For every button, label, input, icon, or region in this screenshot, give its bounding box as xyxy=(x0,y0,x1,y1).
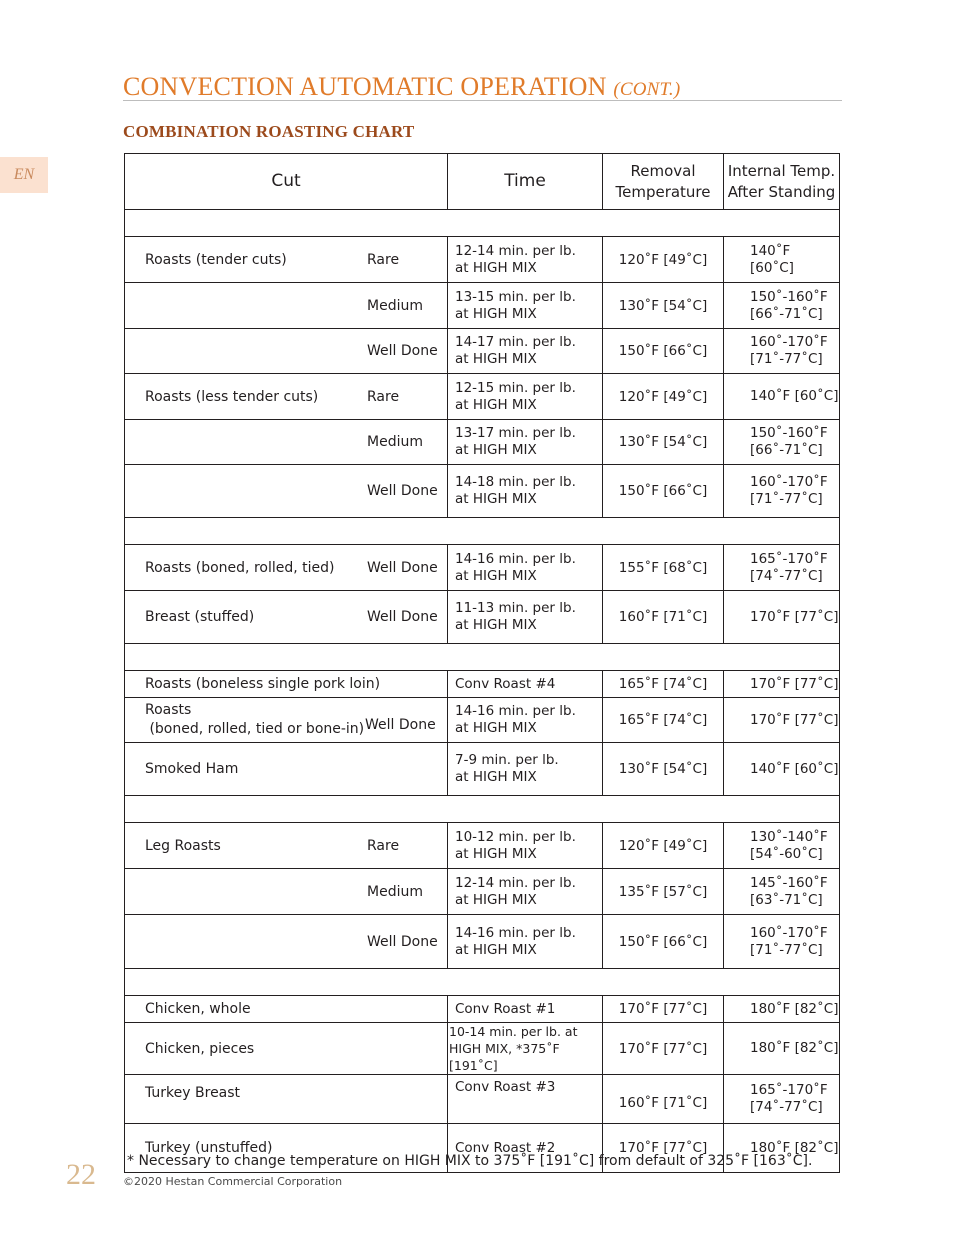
header-internal-temperature: Internal Temp. After Standing xyxy=(724,154,840,210)
time-cell xyxy=(448,915,603,969)
table-row xyxy=(125,1075,840,1124)
cut-name: Leg Roasts xyxy=(145,837,221,854)
removal-temp-cell: 150˚F [66˚C] xyxy=(603,465,724,518)
cell-line: 12-14 min. per lb. xyxy=(455,242,576,259)
cut-name: Breast (stuffed) xyxy=(145,609,255,625)
doneness-label: Well Done xyxy=(367,933,438,950)
internal-temp-cell xyxy=(724,743,840,796)
cell-line: [66˚-71˚C] xyxy=(750,442,823,458)
cell-line: Conv Roast #1 xyxy=(455,1000,556,1017)
internal-temp-cell xyxy=(724,237,840,283)
cut-cell xyxy=(125,465,448,518)
cell-line: 14-18 min. per lb. xyxy=(455,474,576,490)
cut-cell xyxy=(125,915,448,969)
doneness-label: Well Done xyxy=(367,609,438,625)
cell-line: at HIGH MIX xyxy=(455,720,537,736)
cell-line: at HIGH MIX xyxy=(455,351,537,367)
internal-temp-cell xyxy=(724,329,840,374)
cut-cell xyxy=(125,869,448,915)
cut-cell xyxy=(125,671,448,698)
footnote: * Necessary to change temperature on HIGH MIX to 375˚F [191˚C] from default of 325˚F [163˚C]. xyxy=(127,1153,813,1169)
internal-temp-cell xyxy=(724,915,840,969)
cell-line: [74˚-77˚C] xyxy=(750,567,823,584)
internal-temp-cell xyxy=(724,869,840,915)
cut-cell xyxy=(125,823,448,869)
table-row xyxy=(125,915,840,969)
cut-name: Roasts (less tender cuts) xyxy=(145,388,319,405)
time-cell xyxy=(448,869,603,915)
cut-name-line: Roasts xyxy=(145,702,192,718)
removal-temp-cell: 160˚F [71˚C] xyxy=(603,1075,724,1124)
cut-name-line: (boned, rolled, tied or bone-in) xyxy=(145,721,365,737)
table-row xyxy=(125,996,840,1023)
table-row xyxy=(125,743,840,796)
removal-temp-cell: 130˚F [54˚C] xyxy=(603,743,724,796)
time-cell xyxy=(448,671,603,698)
cell-line: 140˚F [60˚C] xyxy=(750,760,839,777)
cell-line: 10-14 min. per lb. at xyxy=(449,1024,578,1039)
time-cell xyxy=(448,743,603,796)
cut-cell xyxy=(125,329,448,374)
internal-temp-cell xyxy=(724,698,840,743)
internal-temp-cell xyxy=(724,1023,840,1075)
doneness-label: Well Done xyxy=(365,717,436,734)
cut-cell xyxy=(125,545,448,591)
cell-line: 165˚-170˚F xyxy=(750,550,828,567)
removal-temp-cell: 120˚F [49˚C] xyxy=(603,374,724,420)
cell-line: [63˚-71˚C] xyxy=(750,891,823,908)
cut-name: Chicken, pieces xyxy=(145,1040,255,1057)
doneness-label: Medium xyxy=(367,883,423,900)
cut-cell xyxy=(125,420,448,465)
language-tab[interactable]: EN xyxy=(0,157,48,193)
table-row xyxy=(125,1023,840,1075)
cell-line: 180˚F [82˚C] xyxy=(750,1000,839,1017)
time-cell xyxy=(448,374,603,420)
cell-line: 140˚F xyxy=(750,242,791,259)
cell-line: at HIGH MIX xyxy=(455,769,537,785)
cut-name: Roasts (boned, rolled, tied) xyxy=(145,559,335,576)
removal-temp-cell: 130˚F [54˚C] xyxy=(603,283,724,329)
internal-temp-cell xyxy=(724,283,840,329)
cut-cell xyxy=(125,237,448,283)
cell-line: Conv Roast #3 xyxy=(455,1079,556,1095)
cut-cell xyxy=(125,1075,448,1124)
table-body xyxy=(125,210,840,1173)
table-row xyxy=(125,545,840,591)
table-row xyxy=(125,374,840,420)
cell-line: 145˚-160˚F xyxy=(750,874,828,891)
time-cell xyxy=(448,237,603,283)
cut-cell xyxy=(125,743,448,796)
internal-temp-cell xyxy=(724,591,840,644)
cell-line: [54˚-60˚C] xyxy=(750,845,823,862)
removal-temp-cell: 130˚F [54˚C] xyxy=(603,420,724,465)
section-separator-row xyxy=(125,969,840,996)
cell-line: 140˚F [60˚C] xyxy=(750,388,839,404)
cell-line: at HIGH MIX xyxy=(455,259,537,276)
removal-temp-cell: 135˚F [57˚C] xyxy=(603,869,724,915)
table-row xyxy=(125,671,840,698)
cut-cell xyxy=(125,698,448,743)
cell-line: 170˚F [77˚C] xyxy=(750,675,839,692)
header-time: Time xyxy=(448,154,603,210)
cell-line: 180˚F [82˚C] xyxy=(750,1139,839,1156)
removal-temp-cell: 165˚F [74˚C] xyxy=(603,671,724,698)
cut-cell xyxy=(125,374,448,420)
cell-line: at HIGH MIX xyxy=(455,442,537,458)
page-number: 22 xyxy=(66,1158,96,1191)
time-cell xyxy=(448,1075,603,1124)
section-separator-cell xyxy=(125,969,840,996)
internal-temp-cell xyxy=(724,671,840,698)
section-separator-row xyxy=(125,518,840,545)
cut-cell xyxy=(125,1023,448,1075)
cut-name xyxy=(145,701,364,739)
cell-line: 11-13 min. per lb. xyxy=(455,600,576,616)
cell-line: at HIGH MIX xyxy=(455,396,537,413)
cell-line: 12-15 min. per lb. xyxy=(455,379,576,396)
internal-temp-cell xyxy=(724,823,840,869)
section-separator-cell xyxy=(125,796,840,823)
cell-line: 160˚-170˚F xyxy=(750,474,828,490)
cut-cell xyxy=(125,283,448,329)
table-row xyxy=(125,823,840,869)
removal-temp-cell: 165˚F [74˚C] xyxy=(603,698,724,743)
section-separator-row xyxy=(125,644,840,671)
cut-name: Chicken, whole xyxy=(145,1001,251,1017)
title-text: CONVECTION AUTOMATIC OPERATION xyxy=(123,72,607,101)
doneness-label: Medium xyxy=(367,297,423,314)
doneness-label: Well Done xyxy=(367,559,438,576)
cell-line: 165˚-170˚F xyxy=(750,1082,828,1098)
doneness-label: Rare xyxy=(367,388,400,405)
cut-name: Roasts (boneless single pork loin) xyxy=(145,676,381,692)
cell-line: [71˚-77˚C] xyxy=(750,941,823,958)
cell-line: 170˚F [77˚C] xyxy=(750,608,839,625)
cell-line: [71˚-77˚C] xyxy=(750,351,823,367)
section-separator-cell xyxy=(125,210,840,237)
section-separator-row xyxy=(125,210,840,237)
cell-line: at HIGH MIX xyxy=(455,305,537,322)
roasting-chart-table xyxy=(124,153,840,1173)
cell-line: 170˚F [77˚C] xyxy=(750,711,839,728)
time-cell xyxy=(448,465,603,518)
doneness-label: Well Done xyxy=(367,343,438,359)
cell-line: 12-14 min. per lb. xyxy=(455,874,576,891)
table-row xyxy=(125,329,840,374)
cell-line: at HIGH MIX xyxy=(455,617,537,633)
cell-line: 150˚-160˚F xyxy=(750,288,828,305)
cell-line: HIGH MIX, *375˚F [191˚C] xyxy=(449,1041,560,1073)
cell-line: at HIGH MIX xyxy=(455,891,537,908)
section-separator-cell xyxy=(125,644,840,671)
internal-temp-cell xyxy=(724,545,840,591)
title-divider xyxy=(123,100,842,101)
cell-line: 14-16 min. per lb. xyxy=(455,703,576,719)
time-cell xyxy=(448,1023,603,1075)
cell-line: [60˚C] xyxy=(750,259,794,276)
cell-line: 13-15 min. per lb. xyxy=(455,288,576,305)
cell-line: at HIGH MIX xyxy=(455,491,537,507)
cell-line: 13-17 min. per lb. xyxy=(455,425,576,441)
cut-name: Turkey Breast xyxy=(145,1085,241,1101)
internal-temp-cell xyxy=(724,465,840,518)
cell-line: Conv Roast #4 xyxy=(455,675,556,692)
removal-temp-cell: 150˚F [66˚C] xyxy=(603,329,724,374)
table-row xyxy=(125,869,840,915)
cell-line: at HIGH MIX xyxy=(455,567,537,584)
table-row xyxy=(125,591,840,644)
internal-temp-cell xyxy=(724,1075,840,1124)
time-cell xyxy=(448,329,603,374)
cell-line: Conv Roast #2 xyxy=(455,1139,556,1156)
doneness-label: Well Done xyxy=(367,483,438,499)
removal-temp-cell: 170˚F [77˚C] xyxy=(603,996,724,1023)
doneness-label: Rare xyxy=(367,251,400,268)
time-cell xyxy=(448,823,603,869)
header-removal-temperature: Removal Temperature xyxy=(603,154,724,210)
page-title xyxy=(123,72,680,102)
cut-cell xyxy=(125,591,448,644)
time-cell xyxy=(448,591,603,644)
header-cut: Cut xyxy=(125,154,448,210)
removal-temp-cell: 155˚F [68˚C] xyxy=(603,545,724,591)
removal-temp-cell: 120˚F [49˚C] xyxy=(603,823,724,869)
cut-name: Roasts (tender cuts) xyxy=(145,251,287,268)
cell-line: 160˚-170˚F xyxy=(750,334,828,350)
table-row xyxy=(125,237,840,283)
cell-line: at HIGH MIX xyxy=(455,941,537,958)
removal-temp-cell: 170˚F [77˚C] xyxy=(603,1124,724,1173)
cell-line: 10-12 min. per lb. xyxy=(455,828,576,845)
cell-line: 160˚-170˚F xyxy=(750,924,828,941)
time-cell xyxy=(448,698,603,743)
section-separator-cell xyxy=(125,518,840,545)
removal-temp-cell: 150˚F [66˚C] xyxy=(603,915,724,969)
time-cell xyxy=(448,996,603,1023)
removal-temp-cell: 160˚F [71˚C] xyxy=(603,591,724,644)
cell-line: at HIGH MIX xyxy=(455,845,537,862)
cell-line: 180˚F [82˚C] xyxy=(750,1040,839,1056)
cut-name: Smoked Ham xyxy=(145,761,239,777)
chart-subtitle: COMBINATION ROASTING CHART xyxy=(123,122,415,141)
internal-temp-cell xyxy=(724,420,840,465)
time-cell xyxy=(448,283,603,329)
cell-line: [71˚-77˚C] xyxy=(750,491,823,507)
doneness-label: Medium xyxy=(367,434,423,450)
cell-line: 14-17 min. per lb. xyxy=(455,334,576,350)
cut-cell xyxy=(125,996,448,1023)
cell-line: 14-16 min. per lb. xyxy=(455,550,576,567)
time-cell xyxy=(448,420,603,465)
cell-line: 14-16 min. per lb. xyxy=(455,924,576,941)
cell-line: [74˚-77˚C] xyxy=(750,1099,823,1115)
cell-line: 150˚-160˚F xyxy=(750,425,828,441)
table-row xyxy=(125,465,840,518)
table-header-row xyxy=(125,154,840,210)
internal-temp-cell xyxy=(724,996,840,1023)
section-separator-row xyxy=(125,796,840,823)
doneness-label: Rare xyxy=(367,837,400,854)
time-cell xyxy=(448,545,603,591)
title-suffix: (CONT.) xyxy=(613,79,681,100)
table-row xyxy=(125,283,840,329)
table-row xyxy=(125,420,840,465)
internal-temp-cell xyxy=(724,374,840,420)
removal-temp-cell: 120˚F [49˚C] xyxy=(603,237,724,283)
cell-line: 7-9 min. per lb. xyxy=(455,752,559,768)
table-row xyxy=(125,698,840,743)
cell-line: 130˚-140˚F xyxy=(750,828,828,845)
removal-temp-cell: 170˚F [77˚C] xyxy=(603,1023,724,1075)
copyright-notice: ©2020 Hestan Commercial Corporation xyxy=(123,1175,343,1188)
cell-line: [66˚-71˚C] xyxy=(750,305,823,322)
cut-name: Turkey (unstuffed) xyxy=(145,1140,273,1156)
